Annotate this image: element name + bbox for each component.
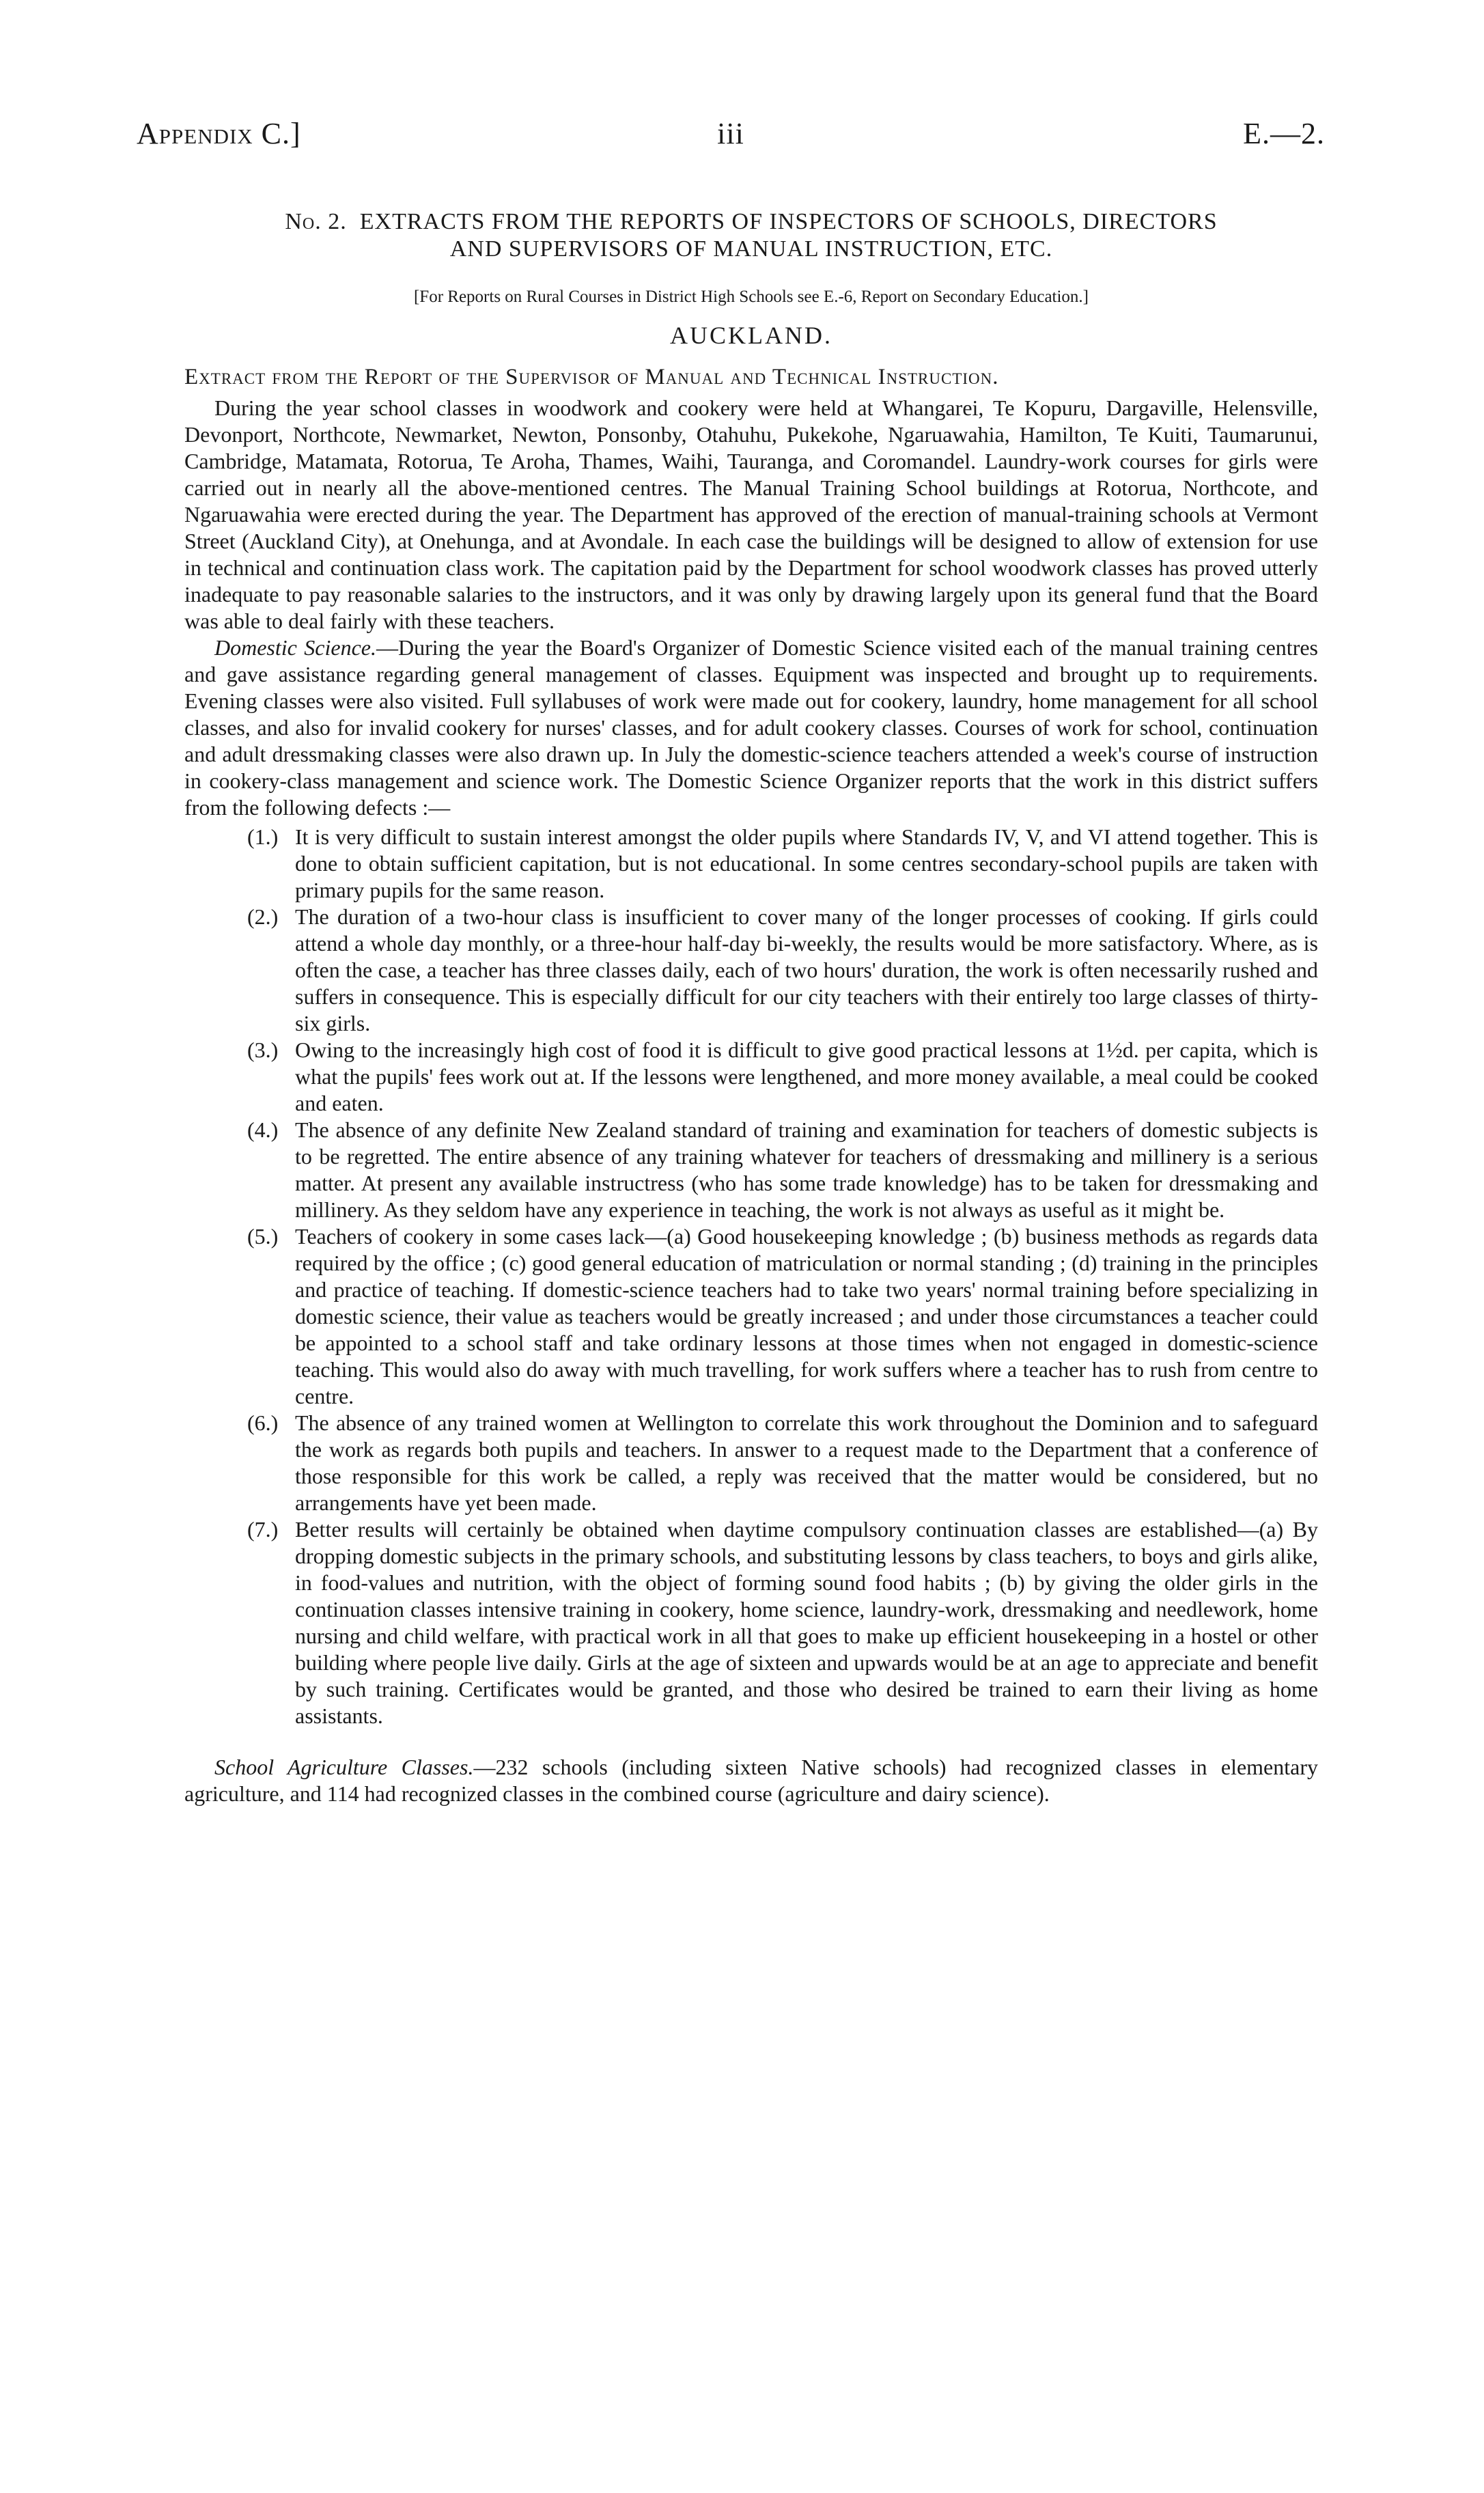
page-title (184, 208, 1318, 263)
list-item (184, 1410, 1318, 1516)
agriculture-paragraph (184, 1754, 1318, 1807)
item-text: It is very difficult to sustain interest amongst the older pupils where Standards IV, V, and VI attend together. This is done to obtain sufficient capitation, but is not educational. In some centres secondary-school pupils are taken with primary pupils for the same reason. (295, 824, 1318, 902)
item-number: (4.) (247, 1117, 279, 1142)
item-text: Better results will certainly be obtained when daytime compulsory continuation classes are established—(a) By dropping domestic subjects in the primary schools, and substituting lessons by class teachers, to boys and girls alike, in food-values and nutrition, with the object of forming sound food habits ; (b) by giving the older girls in the continuation classes intensive training in cookery, home science, laundry-work, dressmaking and needlework, home nursing and child welfare, with practical work in all that goes to make up efficient housekeeping in a hostel or other building where people live daily. Girls at the age of sixteen and upwards would be at an age to appreciate and benefit by such training. Certificates would be granted, and those who desired be trained to earn their living as home assistants. (295, 1517, 1318, 1728)
page-content (184, 208, 1318, 1807)
title-text-1: EXTRACTS FROM THE REPORTS OF INSPECTORS OF SCHOOLS, DIRECTORS (359, 209, 1218, 234)
domestic-science-lead: Domestic Science. (214, 635, 376, 660)
item-number: (6.) (247, 1410, 279, 1435)
domestic-science-paragraph (184, 635, 1318, 821)
list-item (184, 1223, 1318, 1410)
agriculture-text: —232 schools (including sixteen Native schools) had recognized classes in elementary agriculture, and 114 had recognized classes in the combined course (agriculture and dairy science). (184, 1755, 1319, 1806)
list-item (184, 1516, 1318, 1729)
list-item (184, 904, 1318, 1037)
title-line-2: AND SUPERVISORS OF MANUAL INSTRUCTION, ETC. (449, 236, 1053, 262)
item-number: (2.) (247, 904, 279, 929)
title-line-1 (184, 208, 1318, 236)
item-number: (7.) (247, 1517, 279, 1542)
agriculture-lead: School Agriculture Classes. (214, 1755, 474, 1779)
item-number: (1.) (247, 824, 279, 849)
region-heading: AUCKLAND. (670, 322, 832, 349)
item-number: (5.) (247, 1224, 279, 1249)
header-document-code: E.—2. (1243, 117, 1325, 150)
manual-training-paragraph: During the year school classes in woodwork and cookery were held at Whangarei, Te Kopuru, Dargaville, Helensville, Devonport, Northcote, Newmarket, Newton, Ponsonby, Otahuhu, Pukekohe, Ngaruawahia, Hamilton, Te Kuiti, Taumarunui, Cambridge, Matamata, Rotorua, Te Aroha, Thames, Waihi, Tauranga, and Coromandel. Laundry-work courses for girls were carried out in nearly all the above-mentioned centres. The Manual Training School buildings at Rotorua, Northcote, and Ngaruawahia were erected during the year. The Department has approved of the erection of manual-training schools at Vermont Street (Auckland City), at Onehunga, and at Avondale. In each case the buildings will be designed to allow of extension for use in technical and continuation class work. The capitation paid by the Department for school woodwork classes has proved utterly inadequate to pay reasonable salaries to the instructors, and it was only by drawing largely upon its general fund that the Board was able to deal fairly with these teachers. (184, 395, 1318, 633)
list-item (184, 1117, 1318, 1223)
defects-list (184, 824, 1318, 1729)
header-page-number: iii (717, 117, 744, 150)
header-appendix: Appendix C.] (137, 117, 301, 150)
item-text: The duration of a two-hour class is insufficient to cover many of the longer processes of cooking. If girls could attend a whole day monthly, or a three-hour half-day bi-weekly, the results would be more satisfactory. Where, as is often the case, a teacher has three classes daily, each of two hours' duration, the work is often necessarily rushed and suffers in consequence. This is especially difficult for our city teachers with their entirely too large classes of thirty-six girls. (295, 904, 1318, 1035)
item-text: Owing to the increasingly high cost of food it is difficult to give good practical lessons at 1½d. per capita, which is what the pupils' fees work out at. If the lessons were lengthened, and more money available, a meal could be cooked and eaten. (295, 1037, 1318, 1115)
running-header (137, 116, 1325, 157)
domestic-science-text: —During the year the Board's Organizer of Domestic Science visited each of the manual training centres and gave assistance regarding general management of classes. Equipment was inspected and brought up to requirements. Evening classes were also visited. Full syllabuses of work were made out for cookery, laundry, home management for all school classes, and also for invalid cookery for nurses' classes, and for adult cookery classes. Courses of work for school, continuation and adult dressmaking classes were also drawn up. In July the domestic-science teachers attended a week's course of instruction in cookery-class management and science work. The Domestic Science Organizer reports that the work in this district suffers from the following defects :— (184, 635, 1319, 820)
section-heading: Extract from the Report of the Supervisor of Manual and Technical Instruction. (184, 365, 999, 389)
item-number: (3.) (247, 1037, 279, 1062)
list-item (184, 1037, 1318, 1117)
item-text: Teachers of cookery in some cases lack—(a) Good housekeeping knowledge ; (b) business methods as regards data required by the office ; (c) good general education of matriculation or normal standing ; (d) training in the principles and practice of teaching. If domestic-science teachers had to take two years' normal training before specializing in domestic science, their value as teachers would be greatly increased ; and under those circumstances a teacher could be appointed to a school staff and take ordinary lessons at those times when not engaged in domestic-science teaching. This would also do away with much travelling, for work suffers where a teacher has to rush from centre to centre. (295, 1224, 1318, 1408)
item-text: The absence of any definite New Zealand standard of training and examination for teachers of domestic subjects is to be regretted. The entire absence of any training whatever for teachers of dressmaking and millinery is a serious matter. At present any available instructress (who has some trade knowledge) has to be taken for dressmaking and millinery. As they seldom have any experience in teaching, the work is not always as useful as it might be. (295, 1117, 1318, 1222)
editorial-note: [For Reports on Rural Courses in District High Schools see E.-6, Report on Secondary Education.] (413, 288, 1089, 306)
list-item (184, 824, 1318, 904)
title-number: No. 2. (285, 209, 347, 234)
item-text: The absence of any trained women at Wellington to correlate this work throughout the Dominion and to safeguard the work as regards both pupils and teachers. In answer to a request made to the Department that a conference of those responsible for this work be called, a reply was received that the matter would be considered, but no arrangements have yet been made. (295, 1410, 1318, 1515)
